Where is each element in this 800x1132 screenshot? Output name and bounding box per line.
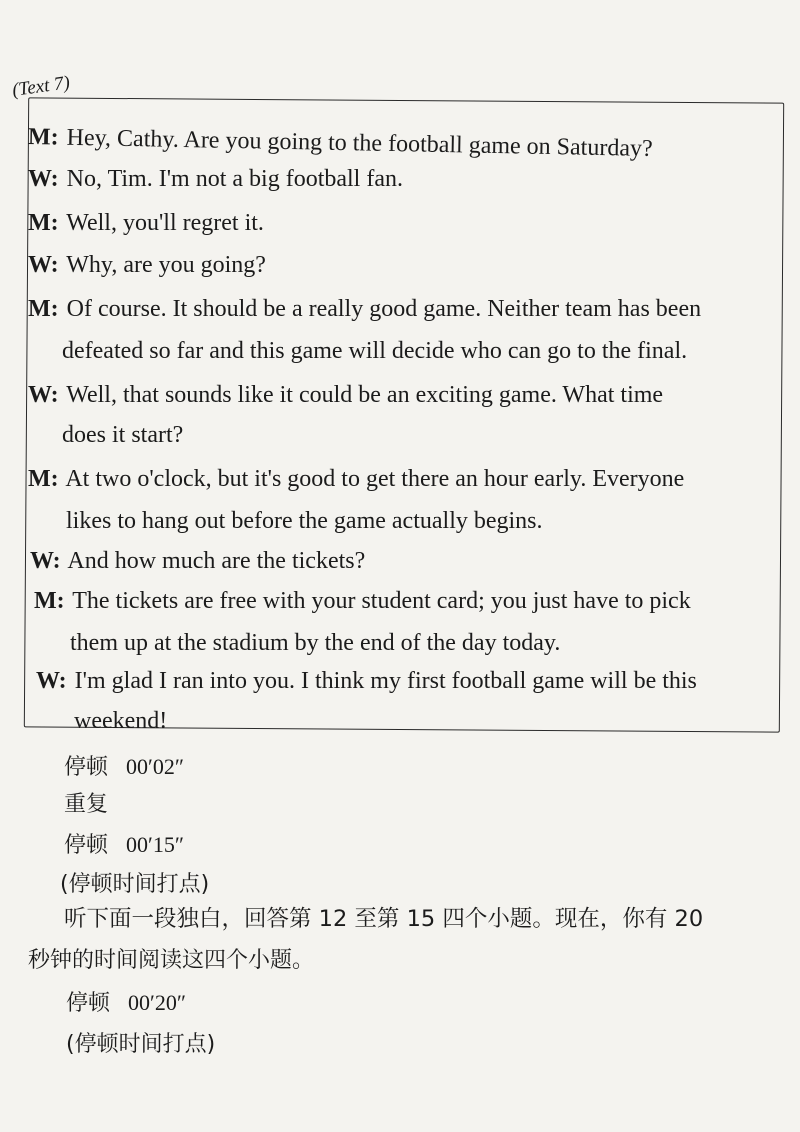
dialog-text: does it start? — [62, 422, 184, 448]
dialog-text: Well, you'll regret it. — [66, 210, 264, 236]
dialog-line — [36, 666, 697, 696]
dialog-line — [28, 250, 266, 280]
dialog-text: Well, that sounds like it could be an exciting game. What time — [66, 382, 664, 408]
instruction-paragraph-line: 听下面一段独白，回答第 12 至第 15 四个小题。现在，你有 20 — [64, 906, 704, 932]
dialog-text: weekend! — [74, 708, 168, 734]
timing-note: (停顿时间打点) — [60, 872, 210, 897]
dialog-text: Why, are you going? — [66, 252, 266, 278]
speaker-label: M: — [28, 210, 59, 236]
dialog-line — [28, 464, 684, 494]
dialog-text: No, Tim. I'm not a big football fan. — [66, 166, 403, 192]
pause-label: 停顿 — [64, 833, 109, 858]
dialog-text: At two o'clock, but it's good to get there an hour early. Everyone — [65, 466, 685, 492]
speaker-label: M: — [28, 296, 59, 322]
text-number-label: (Text 7) — [10, 72, 72, 102]
pause-instruction — [64, 752, 184, 783]
dialog-text: Of course. It should be a really good game. Neither team has been — [66, 296, 702, 322]
dialog-text: defeated so far and this game will decide who can go to the final. — [62, 338, 688, 364]
dialog-text: likes to hang out before the game actually begins. — [66, 508, 543, 534]
speaker-label: M: — [34, 588, 65, 614]
speaker-label: W: — [28, 252, 59, 278]
instruction-paragraph-line: 秒钟的时间阅读这四个小题。 — [28, 948, 315, 973]
speaker-label: W: — [36, 668, 67, 694]
speaker-label: M: — [27, 124, 59, 151]
dialog-text: Hey, Cathy. Are you going to the football game on Saturday? — [66, 124, 653, 162]
dialog-line — [66, 506, 543, 536]
pause-time: 00′20″ — [128, 990, 186, 1015]
dialog-line — [34, 586, 691, 616]
pause-label: 停顿 — [64, 755, 109, 780]
dialog-line — [74, 706, 167, 736]
pause-instruction — [66, 988, 186, 1019]
speaker-label: W: — [30, 548, 61, 574]
repeat-instruction: 重复 — [64, 792, 109, 817]
dialog-line — [62, 336, 687, 366]
pause-instruction — [64, 830, 184, 861]
dialog-line — [28, 164, 403, 194]
pause-time: 00′15″ — [126, 832, 184, 857]
dialog-text: And how much are the tickets? — [67, 548, 366, 574]
dialog-text: The tickets are free with your student card; you just have to pick — [72, 588, 691, 614]
speaker-label: M: — [28, 466, 59, 492]
speaker-label: W: — [28, 166, 59, 192]
dialog-line — [30, 546, 365, 576]
dialog-line — [62, 420, 183, 450]
dialog-line — [28, 380, 663, 410]
dialog-text: I'm glad I ran into you. I think my first football game will be this — [74, 668, 697, 694]
dialog-line — [28, 208, 264, 238]
dialog-line — [28, 294, 701, 324]
dialog-line — [70, 628, 560, 658]
pause-label: 停顿 — [66, 991, 111, 1016]
dialog-text: them up at the stadium by the end of the day today. — [70, 630, 561, 656]
speaker-label: W: — [28, 382, 59, 408]
timing-note: (停顿时间打点) — [66, 1032, 216, 1057]
pause-time: 00′02″ — [126, 754, 184, 779]
